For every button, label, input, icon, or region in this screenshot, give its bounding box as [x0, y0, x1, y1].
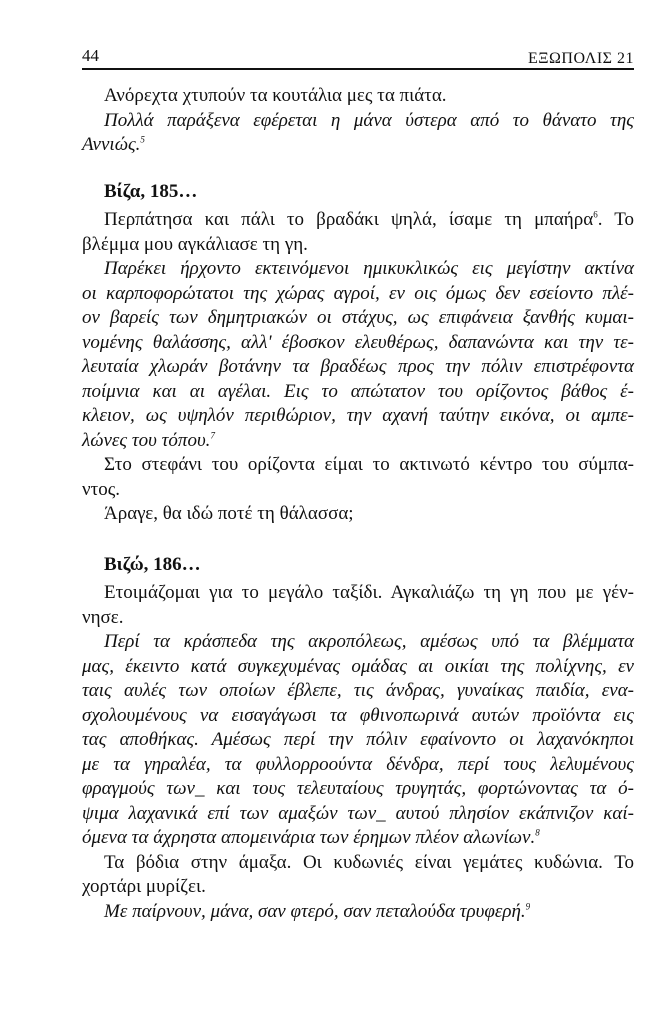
paragraph-line: λευταία χλωράν βοτάνην τα βραδέως προς την πόλιν επιστρέφοντα [82, 356, 634, 377]
paragraph-line: νησε. [82, 606, 124, 628]
paragraph-line: ποίμνια και αι αγέλαι. Εις το απώτατον του ορίζοντος βάθος έ- [82, 380, 634, 402]
text-run: Με παίρνουν, μάνα, σαν φτερό, σαν πεταλούδα τρυφερή. [104, 900, 526, 922]
paragraph-line: Άραγε, θα ιδώ ποτέ τη θάλασσα; [104, 503, 354, 524]
text-run: όμενα τα άχρηστα απομεινάρια των έρημων πλέον αλωνίων. [82, 827, 536, 848]
paragraph-line: Ανόρεχτα χτυπούν τα κουτάλια μες τα πιάτα. [104, 85, 447, 106]
paragraph-line: Παρέκει ήρχοντο εκτεινόμενοι ημικυκλικώς εις μεγίστην ακτίνα [104, 258, 634, 279]
paragraph-line: Ετοιμάζομαι για το μεγάλο ταξίδι. Αγκαλιάζω τη γη που με γέν- [104, 582, 634, 603]
running-head: ΕΞΩΠΟΛΙΣ 21 [527, 50, 634, 67]
paragraph-line: Πολλά παράξενα εφέρεται η μάνα ύστερα από το θάνατο της [104, 109, 634, 131]
paragraph-line: χορτάρι μυρίζει. [82, 876, 206, 897]
paragraph-line: Τα βόδια στην άμαξα. Οι κυδωνιές είναι γεμάτες κυδώνια. Το [104, 851, 634, 873]
paragraph-line [82, 900, 634, 925]
paragraph-line: κλειον, ως υψηλόν περιθώριον, την αχανή ταύτην εικόνα, οι αμπε- [82, 405, 634, 426]
footnote-marker: 6 [593, 209, 598, 220]
footnote-marker: 7 [210, 430, 215, 441]
paragraph-line: νομένης θαλάσσης, αλλ' έβοσκον ελευθέρως, δαπανώντα και την τε- [82, 331, 634, 353]
paragraph-line: οι καρποφορώτατοι της χώρας αγροί, εν οις όμως δεν εσείοντο πλέ- [82, 282, 634, 304]
paragraph-line: βλέμμα μου αγκάλιασε τη γη. [82, 233, 308, 255]
paragraph-line: τας αποθήκας. Αμέσως περί την πόλιν εφαίνοντο οι λαχανόκηποι [82, 729, 634, 750]
paragraph-line [82, 826, 634, 851]
text-run: Αννιώς. [82, 134, 141, 155]
footnote-marker: 5 [140, 134, 145, 145]
page-number: 44 [82, 46, 99, 65]
section-heading: Βιζώ, 186… [104, 553, 201, 575]
paragraph-line [82, 133, 634, 158]
paragraph-line: Περί τα κράσπεδα της ακροπόλεως, αμέσως υπό τα βλέμματα [104, 631, 634, 652]
paragraph-line: φραγμούς των_ και τους τελευταίους τρυγητάς, φορτώνοντας τα ό- [82, 778, 634, 799]
text-run: λώνες του τόπου. [82, 429, 211, 451]
page-header [82, 46, 634, 68]
paragraph-line: μας, έκειντο κατά συγκεχυμένας ομάδας αι οικίαι της πολίχνης, εν [82, 655, 634, 677]
paragraph-line: ψιμα λαχανικά επί των αμαξών των_ αυτού πλησίον εκάπνιζον καί- [82, 802, 634, 824]
footnote-marker: 9 [525, 901, 531, 912]
paragraph-line: Στο στεφάνι του ορίζοντα είμαι το ακτινωτό κέντρο του σύμπα- [104, 454, 634, 475]
page-body [82, 84, 634, 924]
paragraph-line: ον βαρείς των δημητριακών οι στάχυς, ως επιφάνεια ξανθής κυμαι- [82, 307, 634, 328]
paragraph-line: ντος. [82, 478, 120, 500]
text-run: Περπάτησα και πάλι το βραδάκι ψηλά, ίσαμε τη μπαήρα [104, 209, 594, 230]
paragraph-line [82, 208, 634, 233]
paragraph-line: με τα γηραλέα, τα φυλλορροούντα δένδρα, περί τους λελυμένους [82, 753, 634, 775]
paragraph-line: ταις αυλές των οποίων έβλεπε, τις άνδρας, γυναίκας παιδία, ενα- [82, 680, 634, 701]
header-rule [82, 68, 634, 70]
paragraph-line: σχολουμένους να εισαγάγωσι τα φθινοπωρινά αυτών προϊόντα εις [82, 704, 634, 726]
section-heading: Βίζα, 185… [104, 180, 198, 202]
text-run: . Το [597, 209, 634, 230]
footnote-marker: 8 [535, 827, 540, 838]
paragraph-line [82, 429, 634, 454]
